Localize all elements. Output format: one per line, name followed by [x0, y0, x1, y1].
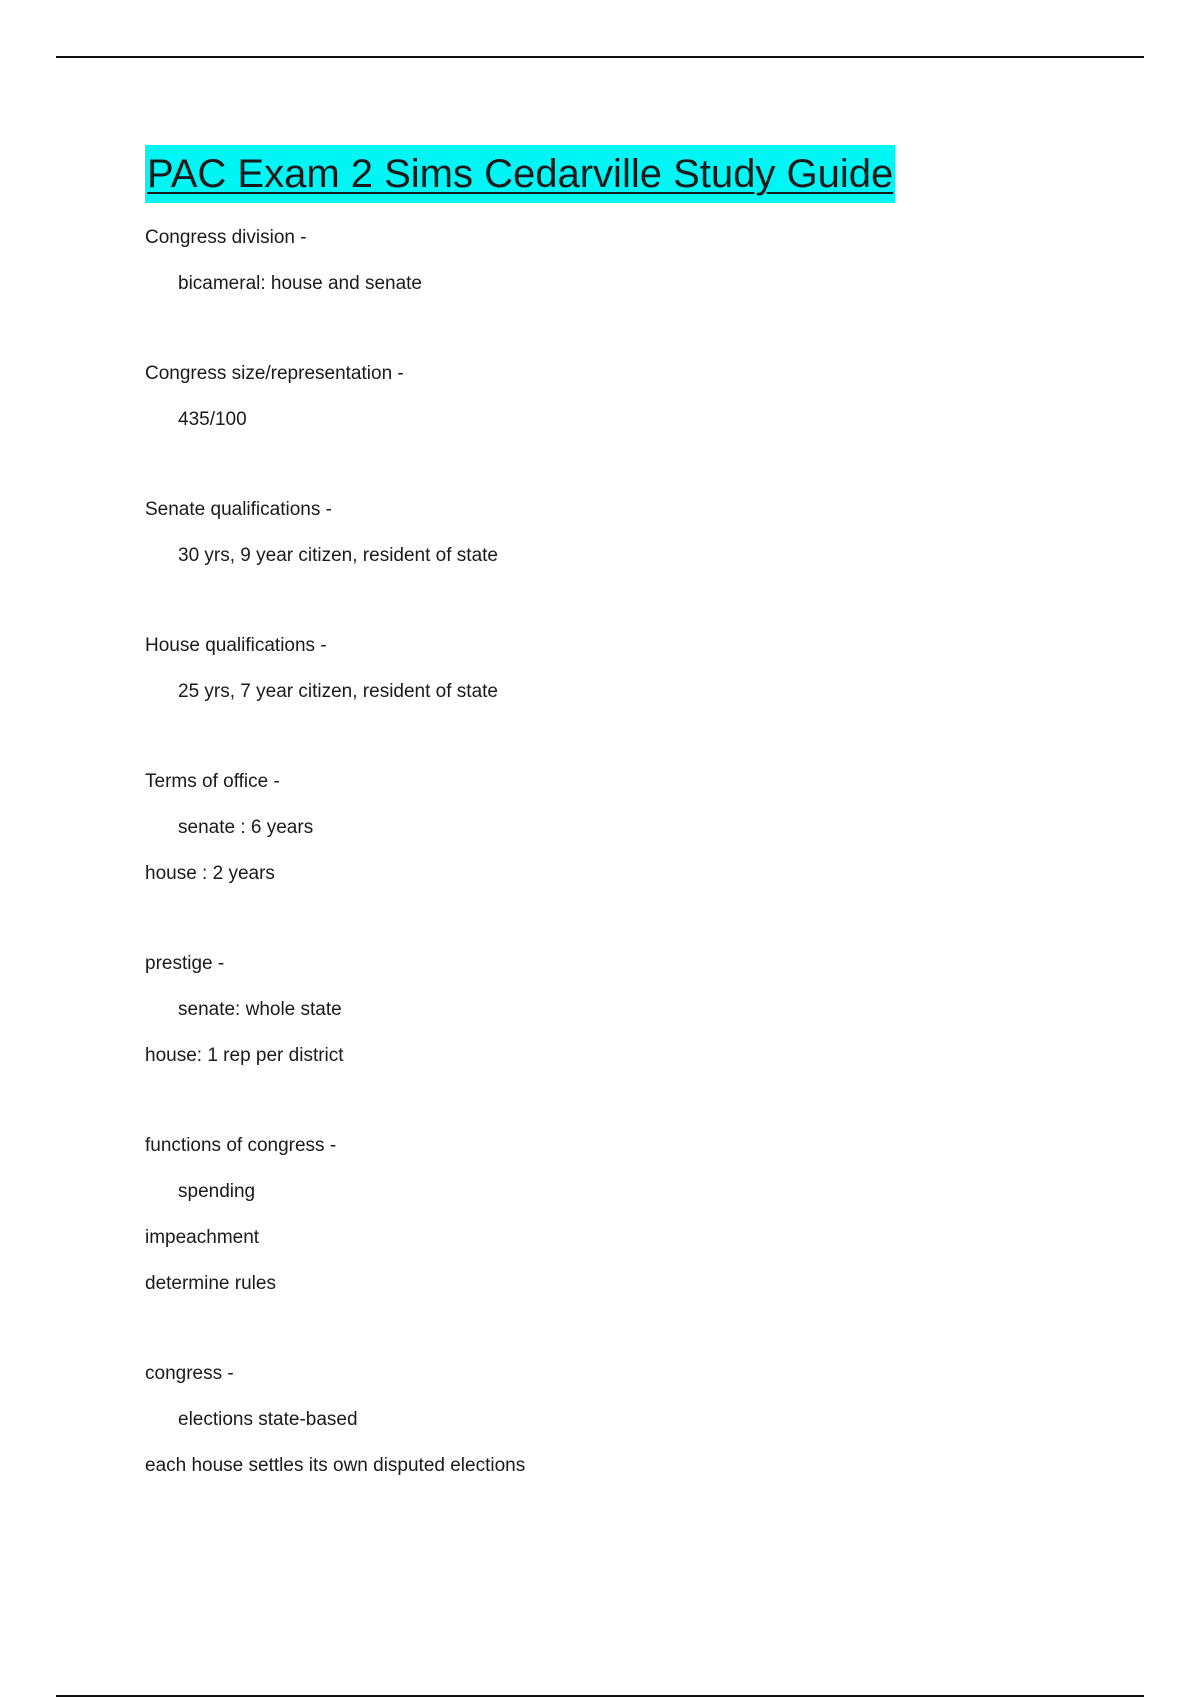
flashcard-list	[145, 215, 1125, 1489]
flashcard-term: Congress size/representation -	[145, 363, 404, 384]
flashcard-term: House qualifications -	[145, 635, 327, 656]
flashcard-definition-line: 25 yrs, 7 year citizen, resident of state	[178, 681, 498, 702]
flashcard-entry	[145, 351, 1125, 443]
flashcard-definition-line: bicameral: house and senate	[178, 273, 422, 294]
flashcard-definition-line: spending	[178, 1181, 256, 1202]
flashcard-definition-line: elections state-based	[178, 1409, 358, 1430]
flashcard-term: Terms of office -	[145, 771, 280, 792]
flashcard-definition-line: senate: whole state	[178, 999, 342, 1020]
flashcard-entry	[145, 1351, 1125, 1489]
flashcard-term: Congress division -	[145, 227, 307, 248]
flashcard-definition-line: senate : 6 years	[178, 817, 314, 838]
flashcard-entry	[145, 941, 1125, 1079]
flashcard-entry	[145, 759, 1125, 897]
footer-rule	[56, 1695, 1144, 1697]
document-body	[145, 145, 1125, 1533]
flashcard-term: congress -	[145, 1363, 234, 1384]
flashcard-entry	[145, 487, 1125, 579]
flashcard-definition-line: 435/100	[178, 409, 247, 430]
flashcard-entry	[145, 623, 1125, 715]
flashcard-definition-line: house: 1 rep per district	[145, 1045, 344, 1066]
flashcard-definition-line: house : 2 years	[145, 863, 275, 884]
flashcard-term: functions of congress -	[145, 1135, 337, 1156]
flashcard-term: prestige -	[145, 953, 225, 974]
flashcard-definition-line: each house settles its own disputed elections	[145, 1455, 526, 1476]
flashcard-definition-line: impeachment	[145, 1227, 260, 1248]
flashcard-entry	[145, 1123, 1125, 1307]
flashcard-definition-line: determine rules	[145, 1273, 276, 1294]
header-rule	[56, 56, 1144, 58]
document-title: PAC Exam 2 Sims Cedarville Study Guide	[145, 145, 895, 203]
flashcard-entry	[145, 215, 1125, 307]
flashcard-term: Senate qualifications -	[145, 499, 332, 520]
flashcard-definition-line: 30 yrs, 9 year citizen, resident of state	[178, 545, 498, 566]
